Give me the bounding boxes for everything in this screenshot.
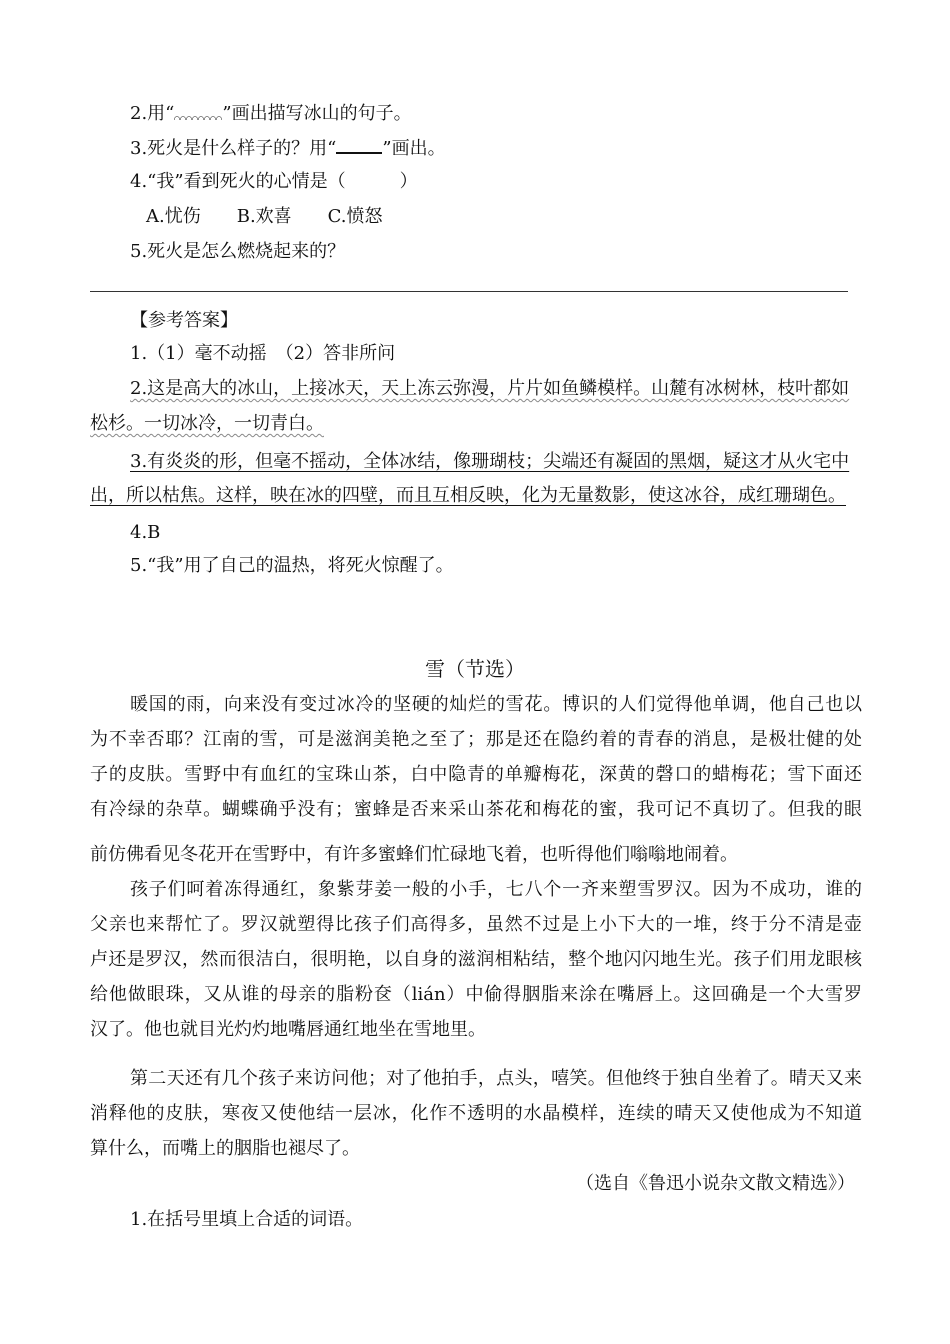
- question-2-suffix: ”画出描写冰山的句子。: [222, 103, 412, 124]
- question-4-options: A.忧伤 B.欢喜 C.愤怒: [146, 206, 383, 227]
- paragraph-2-line: 给他做眼珠，又从谁的母亲的脂粉奁（lián）中偷得胭脂来涂在嘴唇上。这回确是一个大雪罗: [90, 984, 862, 1005]
- answer-2-line-1: [130, 377, 849, 401]
- answer-1: 1.（1）毫不动摇 （2）答非所问: [130, 343, 396, 364]
- paragraph-2-line: 孩子们呵着冻得通红，象紫芽姜一般的小手，七八个一齐来塑雪罗汉。因为不成功，谁的: [130, 879, 862, 900]
- question-4: 4.“我”看到死火的心情是（ ）: [130, 171, 418, 192]
- wavy-blank: [174, 106, 222, 120]
- paragraph-3-line: 第二天还有几个孩子来访问他；对了他拍手，点头，嘻笑。但他终于独自坐着了。晴天又来: [130, 1068, 862, 1089]
- answer-2-line-2-text: 松杉。一切冰冷，一切青白。: [90, 413, 324, 434]
- question-3-suffix: ”画出。: [382, 138, 446, 159]
- question-3-prefix: 3.死火是什么样子的？用“: [130, 138, 337, 159]
- paragraph-1-line: 为不幸否耶？江南的雪，可是滋润美艳之至了；那是还在隐约着的青春的消息，是极壮健的处: [90, 729, 862, 750]
- paragraph-1-line: 有冷绿的杂草。蝴蝶确乎没有；蜜蜂是否来采山茶花和梅花的蜜，我可记不真切了。但我的眼: [90, 799, 862, 820]
- underline-blank: [336, 136, 382, 154]
- question-2-prefix: 2.用“: [130, 103, 175, 124]
- divider: [90, 291, 848, 292]
- answer-3-line-2: [90, 484, 862, 508]
- passage-question-1: 1.在括号里填上合适的词语。: [130, 1209, 364, 1230]
- paragraph-2-line: 卢还是罗汉，然而很洁白，很明艳，以自身的滋润相粘结，整个地闪闪地生光。孩子们用龙眼核: [90, 949, 862, 970]
- answer-3-line-1: [130, 450, 849, 474]
- paragraph-2-line: 父亲也来帮忙了。罗汉就塑得比孩子们高得多，虽然不过是上小下大的一堆，终于分不清是壶: [90, 914, 862, 935]
- paragraph-1-line: 暖国的雨，向来没有变过冰冷的坚硬的灿烂的雪花。博识的人们觉得他单调，他自己也以: [130, 694, 862, 715]
- answer-2-line-2: [90, 412, 862, 436]
- answer-5: 5.“我”用了自己的温热，将死火惊醒了。: [130, 555, 454, 576]
- paragraph-1-line: 前仿佛看见冬花开在雪野中，有许多蜜蜂们忙碌地飞着，也听得他们嗡嗡地闹着。: [90, 844, 738, 865]
- paragraph-2-line: 汉了。他也就目光灼灼地嘴唇通红地坐在雪地里。: [90, 1019, 486, 1040]
- paragraph-3-line: 消释他的皮肤，寒夜又使他结一层冰，化作不透明的水晶模样，连续的晴天又使他成为不知道: [90, 1103, 862, 1124]
- answer-3-line-1-text: 3.有炎炎的形，但毫不摇动，全体冰结，像珊瑚枝；尖端还有凝固的黑烟，疑这才从火宅中: [130, 451, 850, 472]
- question-3: [130, 136, 446, 161]
- question-5: 5.死火是怎么燃烧起来的？: [130, 241, 346, 262]
- source-citation: （选自《鲁迅小说杂文散文精选》）: [576, 1173, 855, 1194]
- answers-header: 【参考答案】: [130, 310, 238, 331]
- paragraph-3-line: 算什么，而嘴上的胭脂也褪尽了。: [90, 1138, 360, 1159]
- passage-title: 雪（节选）: [425, 657, 525, 681]
- question-2: [130, 102, 412, 126]
- answer-4: 4.B: [130, 522, 161, 543]
- answer-2-line-1-text: 2.这是高大的冰山，上接冰天，天上冻云弥漫，片片如鱼鳞模样。山麓有冰树林，枝叶都如: [130, 378, 850, 399]
- answer-3-line-2-text: 出，所以枯焦。这样，映在冰的四壁，而且互相反映，化为无量数影，使这冰谷，成红珊瑚色。: [90, 485, 846, 506]
- paragraph-1-line: 子的皮肤。雪野中有血红的宝珠山茶，白中隐青的单瓣梅花，深黄的磬口的蜡梅花；雪下面还: [90, 764, 862, 785]
